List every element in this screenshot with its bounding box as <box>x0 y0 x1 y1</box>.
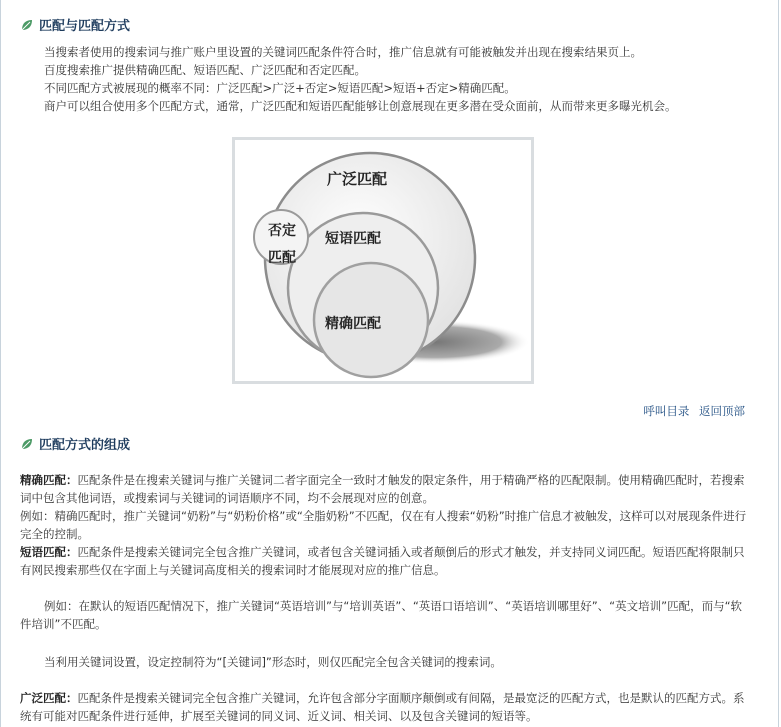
toc-link[interactable]: 呼叫目录 <box>643 404 690 418</box>
phrase-label: 短语匹配 <box>325 231 381 247</box>
section-title: 匹配方式的组成 <box>39 438 131 453</box>
section-heading-matching <box>20 15 130 34</box>
paragraph: 不同匹配方式被展现的概率不同：广泛匹配>广泛+否定>短语匹配>短语+否定>精确匹配。 <box>44 81 516 95</box>
exact-match-paragraph <box>20 472 752 507</box>
exact-match-example: 例如：精确匹配时，推广关键词“奶粉”与“奶粉价格”或“全脂奶粉”不匹配，仅在有人搜索“奶粉”时推广信息才被触发，这样可以对展现条件进行完全的控制。 <box>20 509 747 541</box>
exact-match-text: 匹配条件是在搜索关键词与推广关键词二者字面完全一致时才触发的限定条件，用于精确严格的匹配限制。使用精确匹配时，若搜索词中包含其他词语，或搜索词与关键词的词语顺序不同，均不会展现对应的创意。 <box>20 473 745 505</box>
back-to-top-link[interactable]: 返回顶部 <box>699 404 745 418</box>
paragraph: 商户可以组合使用多个匹配方式，通常，广泛匹配和短语匹配能够让创意展现在更多潜在受众面前，从而带来更多曝光机会。 <box>44 99 677 113</box>
broad-match-paragraph <box>20 690 752 725</box>
exact-match-label: 精确匹配： <box>20 473 78 487</box>
paragraph: 百度搜索推广提供精确匹配、短语匹配、广泛匹配和否定匹配。 <box>44 63 366 77</box>
section-heading-components <box>20 434 130 453</box>
match-types-diagram <box>232 137 534 384</box>
paragraph: 当搜索者使用的搜索词与推广账户里设置的关键词匹配条件符合时，推广信息就有可能被触发并出现在搜索结果页上。 <box>44 45 642 59</box>
phrase-match-text: 匹配条件是搜索关键词完全包含推广关键词，或者包含关键词插入或者颠倒后的形式才触发，并支持同义词匹配。短语匹配将限制只有网民搜索那些仅在字面上与关键词高度相关的搜索词时才能展现对应的推广信息。 <box>20 545 745 577</box>
phrase-match-example: 例如：在默认的短语匹配情况下，推广关键词“英语培训”与“培训英语”、“英语口语培训”、“英语培训哪里好”、“英文培训”匹配，而与“软件培训”不匹配。 <box>20 599 743 631</box>
venn-diagram <box>235 140 531 381</box>
broad-label: 广泛匹配 <box>327 170 388 188</box>
phrase-match-label: 短语匹配： <box>20 545 78 559</box>
exact-label: 精确匹配 <box>325 316 381 332</box>
leaf-bullet-icon <box>20 437 34 451</box>
phrase-match-note: 当利用关键词设置，设定控制符为“[关键词]”形态时，则仅匹配完全包含关键词的搜索词。 <box>44 655 502 669</box>
leaf-bullet-icon <box>20 18 34 32</box>
phrase-match-paragraph <box>20 544 752 579</box>
broad-match-text: 匹配条件是搜索关键词完全包含推广关键词，允许包含部分字面顺序颠倒或有间隔，是最宽泛的匹配方式，也是默认的匹配方式。系统有可能对匹配条件进行延伸，扩展至关键词的同义词、近义词、相关词、以及包含关键词的短语等。 <box>20 691 745 723</box>
section-title: 匹配与匹配方式 <box>39 19 131 34</box>
negative-label-line2: 匹配 <box>268 250 296 266</box>
negative-label-line1: 否定 <box>268 223 296 239</box>
page-links <box>637 403 745 419</box>
broad-match-label: 广泛匹配： <box>20 691 78 705</box>
